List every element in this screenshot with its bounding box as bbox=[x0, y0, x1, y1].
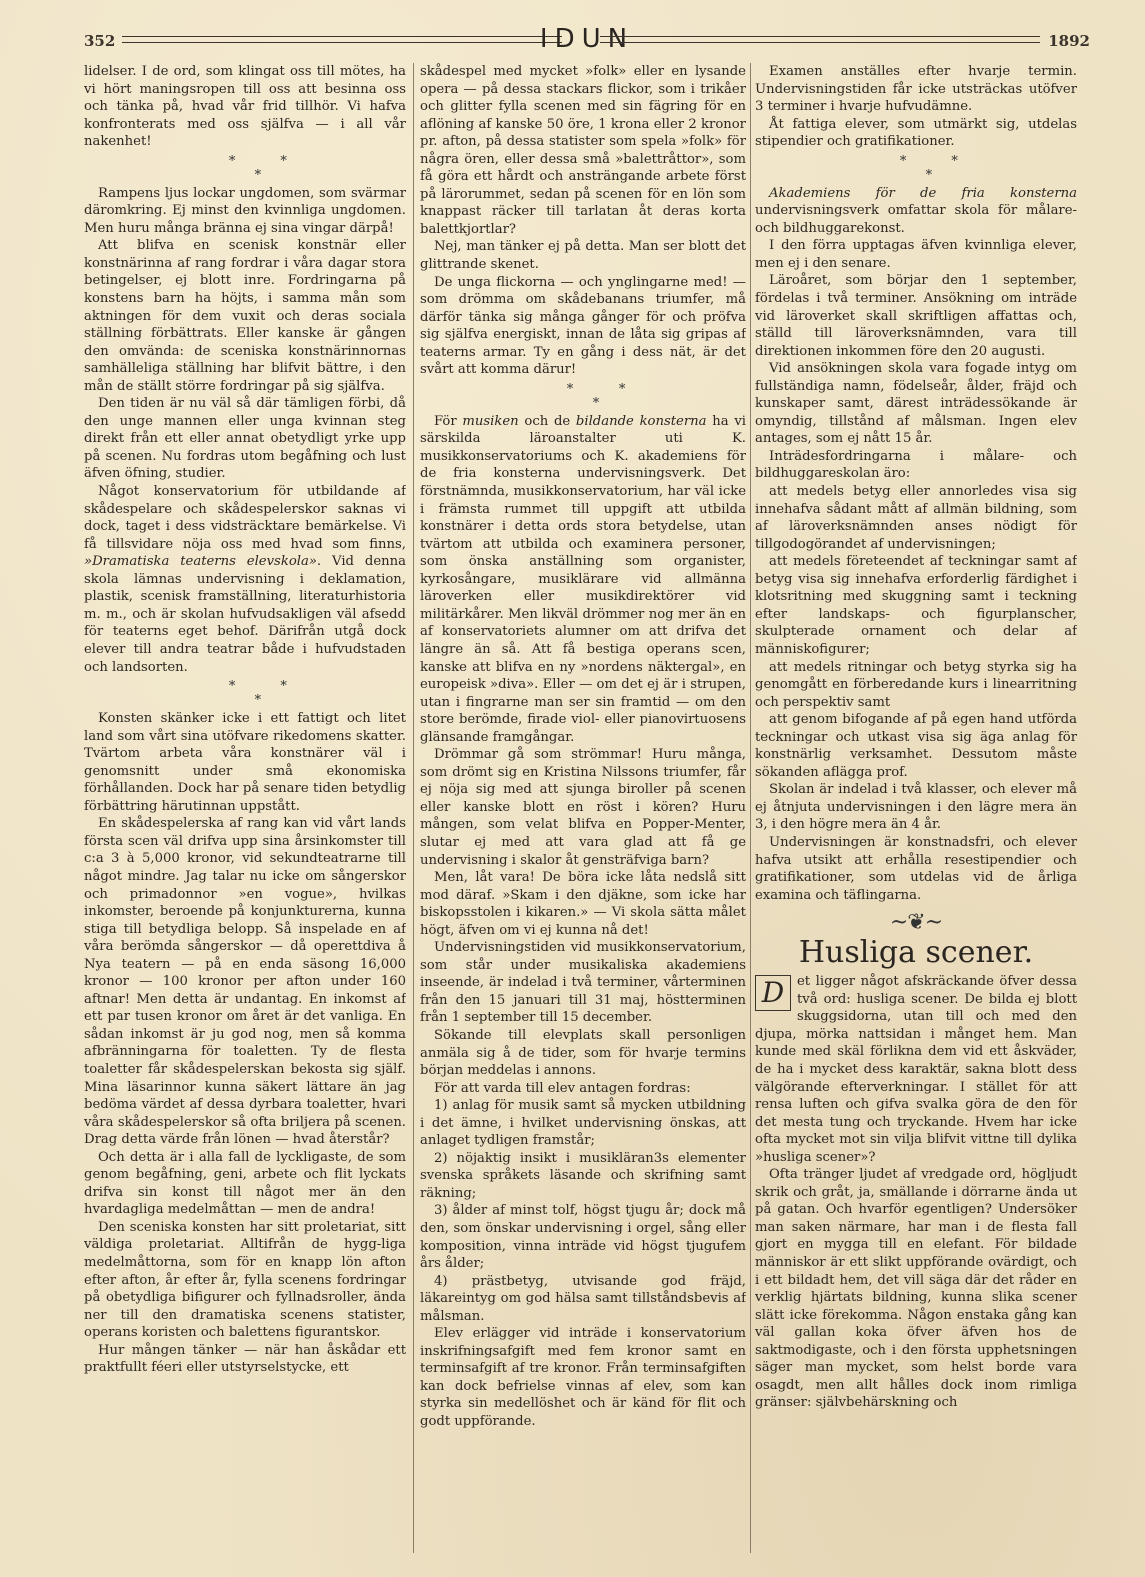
paragraph: Nej, man tänker ej på detta. Man ser blott det glittrande skenet. bbox=[420, 239, 746, 273]
list-item: 3) ålder af minst tolf, högst tjugu år; dock må den, som önskar undervisning i orgel, sång eller komposition, vinna inträde vid högst tjugufem års ålder; bbox=[420, 1203, 746, 1272]
column-1 bbox=[84, 63, 406, 1563]
paragraph: Drömmar gå som strömmar! Huru många, som drömt sig en Kristina Nilssons triumfer, får ej nöja sig med att sjunga biroller på scenen eller kanske blott en röst i kören? Huru mången, som velat blifva en Popper-Menter, slutar ej med att vara glad att få ge undervisning i skalor åt gensträfviga barn? bbox=[420, 747, 746, 868]
asterism: * * * bbox=[228, 679, 287, 709]
paragraph: Något konservatorium för utbildande af skådespelare och skådespelerskor saknas vi dock, taget i dess vidsträcktare bemärkelse. Vi få tillsvidare nöja oss med hvad som finns, »Dramatiska teaterns elevskola». Vid denna skola lämnas undervisning i deklamation, plastik, scenisk framställning, literaturhistoria m. m., och är skolan hufvudsakligen väl afsedd för teaterns eget behof. Därifrån utgå dock elever till andra teatrar både i hufvudstaden och landsorten. bbox=[84, 484, 406, 675]
paragraph: Undervisningen är konstnadsfri, och elever hafva utsikt att erhålla resestipendier och gratifikationer, som utdelas vid de årliga examina och täflingarna. bbox=[755, 834, 1077, 903]
paragraph: Inträdesfordringarna i målare- och bildhuggareskolan äro: bbox=[755, 448, 1077, 482]
column-divider-2 bbox=[750, 63, 751, 1553]
list-item: 1) anlag för musik samt så mycken utbildning i det ämne, i hvilket undervisning önskas, att anlaget tydligen framstår; bbox=[420, 1098, 746, 1149]
list-item: att medels ritningar och betyg styrka sig ha genomgått en förberedande kurs i linearritning och perspektiv samt bbox=[755, 659, 1077, 710]
paragraph: Sökande till elevplats skall personligen anmäla sig å de tider, som för hvarje termins början meddelas i annons. bbox=[420, 1027, 746, 1079]
paragraph: Ofta tränger ljudet af vredgade ord, högljudt skrik och gråt, ja, smällande i dörrarne ända ut på gatan. Och hvarför egentligen? Undersöker man saken närmare, har man i de flesta fall gjort en mygga till en elefant. För bildade människor är ett slikt uppförande ovärdigt, och i ett bildadt hem, det vill säga där det råder en verklig hjärtats bildning, kunna slika scener slätt icke förekomma. Någon enstaka gång kan väl gallan koka öfver äfven hos de saktmodigaste, och i den första upphetsningen säger man mycket, som helst borde vara osagdt, men allt hålles dock inom rimliga gränser: självbehärskning och bbox=[755, 1167, 1077, 1411]
page-number: 352 bbox=[84, 32, 116, 50]
page-header bbox=[84, 22, 1090, 58]
paragraph: Hur mången tänker — när han åskådar ett praktfullt féeri eller utstyrselstycke, ett bbox=[84, 1342, 406, 1376]
paragraph: Elev erlägger vid inträde i konservatorium inskrifningsafgift med fem kronor samt en terminsafgift af tre kronor. Från terminsafgiften kan dock befrielse vinnas af elev, som kan styrka sin medellöshet och är känd för flit och godt uppförande. bbox=[420, 1326, 746, 1430]
paragraph: Akademiens för de fria konsterna undervisningsverk omfattar skola för målare- och bildhuggarekonst. bbox=[755, 185, 1077, 236]
header-rule-right bbox=[600, 36, 1040, 43]
column-3 bbox=[755, 63, 1077, 1563]
paragraph: En skådespelerska af rang kan vid vårt lands första scen väl drifva upp sina årsinkomster till c:a 3 à 5,000 kronor, vid sekundteatrarne till något mindre. Jag talar nu icke om sångerskor och primadonnor »en vogue», hvilkas inkomster, beroende på konjunkturerna, kunna stiga till betydliga belopp. Så inspelade en af våra berömda sångerskor — då operettdiva å Nya teatern — på en enda säsong 16,000 kronor — 100 kronor per afton under 160 aftnar! Men detta är undantag. En inkomst af ett par tusen kronor om året är det vanliga. En sådan inkomst är ju god nog, men så komma afbränningarna för toaletten. Ty de flesta toaletter får skådespelerskan bekosta sig själf. Mina läsarinnor kunna säkert lättare än jag bedöma värdet af dessa dyrbara toaletter, hvari våra skådespelerskor så ofta briljera på scenen. Drag detta värde från lönen — hvad återstår? bbox=[84, 816, 406, 1148]
italic-title: »Dramatiska teaterns elevskola» bbox=[84, 554, 317, 570]
column-divider-1 bbox=[413, 63, 414, 1553]
asterism: * * * bbox=[228, 153, 287, 183]
paragraph: Undervisningstiden vid musikkonservatorium, som står under musikaliska akademiens inseende, är indelad i två terminer, vårterminen från den 15 januari till 31 maj, höstterminen från 1 september till 15 december. bbox=[420, 940, 746, 1026]
dropcap-initial: D bbox=[755, 975, 791, 1011]
paragraph: Att blifva en scenisk konstnär eller konstnärinna af rang fordrar i våra dagar stora betingelser, ej blott inre. Fordringarna på konstens barn ha höjts, i samma mån som aktningen för dem vuxit och deras sociala ställning förbättrats. Eller kanske är gången den omvända: de sceniska konstnärinnornas samhälleliga ställning har blifvit bättre, i den mån de ställt större fordringar på sig själfva. bbox=[84, 238, 406, 394]
paragraph: I den förra upptagas äfven kvinnliga elever, men ej i den senare. bbox=[755, 238, 1077, 271]
paragraph: De unga flickorna — och ynglingarne med! — som drömma om skådebanans triumfer, må därför tänka sig många gånger för och pröfva sig själfva energiskt, innan de låta sig gripas af teaterns armar. Ty en gång i dess nät, är det svårt att komma därur! bbox=[420, 274, 746, 378]
list-item: att genom bifogande af på egen hand utförda teckningar och utkast visa sig äga anlag för konstnärlig verksamhet. Dessutom måste sökanden afläggа prof. bbox=[755, 712, 1077, 780]
asterism: * * * bbox=[899, 153, 958, 183]
paragraph: För att varda till elev antagen fordras: bbox=[434, 1080, 691, 1096]
paragraph: lidelser. I de ord, som klingat oss till mötes, ha vi hört maningsropen till oss att besinna oss och tänka på, hvad vår frid tillhör. Vi hafva konfronterats med oss själfva — i all vår nakenhet! bbox=[84, 64, 406, 150]
list-item: att medels företeendet af teckningar samt af betyg visa sig innehafva erforderlig färdighet i klotsritning med skuggning samt i teckning efter landskaps- och figurplanscher, skulpterade ornament och delar af människofigurer; bbox=[755, 554, 1077, 657]
paragraph: Åt fattiga elever, som utmärkt sig, utdelas stipendier och gratifikationer. bbox=[755, 116, 1077, 150]
paragraph: Rampens ljus lockar ungdomen, som svärmar däromkring. Ej minst den kvinnliga ungdomen. Men huru många bränna ej sina vingar därpå! bbox=[84, 185, 406, 236]
paragraph: Vid ansökningen skola vara fogade intyg om fullständiga namn, födelseår, ålder, fräjd och kunskaper samt, därest inträdessökande är omyndig, tillstånd af målsman. Ingen elev antages, som ej nått 15 år. bbox=[755, 361, 1077, 447]
paragraph: Examen anställes efter hvarje termin. Undervisningstiden får icke utsträckas utöfver 3 terminer i hvarje hufvudämne. bbox=[755, 64, 1077, 115]
paragraph: Och detta är i alla fall de lyckligaste, de som genom begåfning, geni, arbete och flit lyckats drifva sin konst till något mer än den hvardagliga medelmåttan — men de andra! bbox=[84, 1149, 406, 1218]
asterism: * * * bbox=[566, 381, 626, 411]
paragraph: För musiken och de bildande konsterna ha vi särskilda läroanstalter uti K. musikkonservatoriums och K. akademiens för de fria konsterna undervisningsverk. Det förstnämnda, musikkonservatorium, har väl icke i främsta rummet till uppgift att utbilda konstnärer i detta ords stora betydelse, utan tvärtom att utbilda och examinera personer, som önska anställning som organister, kyrkosångare, musiklärare vid allmänna läroverken eller musikdirektörer vid militärkårer. Men likväl drömmer nog mer än en af konservatoriets alumner om att drifva det längre än så. Att få bestiga operans scen, kanske att blifva en ny »nordens näktergal», en europeisk »diva». Eller — om det ej är i strupen, utan i fingrarne man ser sin framtid — om den store berömde, firade viol- eller pianovirtuosens glänsande framgångar. bbox=[420, 413, 746, 745]
paragraph: skådespel med mycket »folk» eller en lysande opera — på dessa stackars flickor, som i trikåer och glitter fylla scenen med sin fägring för en aflöning af kanske 50 öre, 1 krona eller 2 kronor pr. afton, på dessa statister som spela »folk» för några ören, eller dessa små »balettråttor», som få göra ett hårdt och ansträngande arbete först på lärorummet, sedan på scenen för en lön som knappast räcker till tarlatan åt deras korta balettkjortlar? bbox=[420, 64, 746, 237]
list-item: 2) nöjaktig insikt i musikläran3s elementer svenska språkets läsande och skrifning samt räkning; bbox=[420, 1150, 746, 1201]
paragraph: Den sceniska konsten har sitt proletariat, sitt väldiga proletariat. Alltifrån de hygg-liga medelmåttorna, som för en knapp lön afton efter afton, år efter år, fylla scenens fordringar på obetydliga bifigurer och fyllnadsroller, ända ner till den dramatiska scenens statister, operans koristen och balettens figurantskor. bbox=[84, 1219, 406, 1341]
masthead-title: IDUN bbox=[539, 24, 635, 54]
paragraph: Konsten skänker icke i ett fattigt och litet land som vårt sina utöfvare rikedomens skatter. Tvärtom arbeta våra konstnärer väl i genomsnitt under små ekonomiska förhållanden. Dock har på senare tiden betydlig förbättring härutinnan uppstått. bbox=[84, 711, 406, 814]
list-item: 4) prästbetyg, utvisande god fräjd, läkareintyg om god hälsa samt tillståndsbevis af målsman. bbox=[420, 1273, 746, 1324]
paragraph: Skolan är indelad i två klasser, och elever må ej åtnjuta undervisningen i den lägre mera än 3, i den högre mera än 4 år. bbox=[755, 782, 1077, 833]
section-title: Husliga scener. bbox=[798, 934, 1034, 970]
divider-ornament: ~❦~ bbox=[889, 910, 943, 936]
list-item: att medels betyg eller annorledes visa sig innehafva sådant mått af allmän bildning, som af läroverksnämnden anses nödigt för tillgodogörandet af undervisningen; bbox=[755, 484, 1077, 552]
header-year: 1892 bbox=[1048, 32, 1090, 50]
column-2 bbox=[420, 63, 746, 1563]
paragraph: Men, låt vara! De böra icke låta nedslå sitt mod däraf. »Skam i den djäkne, som icke har biskopsstolen i kikaren.» — Vi skola sätta målet högt, äfven om vi ej kunna nå det! bbox=[420, 870, 746, 938]
paragraph: D et ligger något afskräckande öfver dessa två ord: husliga scener. De bilda ej blott skuggsidorna, utan till och med den djupa, mörka nattsidan i månget hem. Man kunde med skäl förlikna dem vid ett åskväder, de ha i mycket dess karaktär, sakna blott dess välgörande efterverkningar. I stället för att rensa luften och gifva svalka göra de den för det mesta tung och tryckande. Hvem har icke ofta mycket mot sin vilja blifvit vittne till dylika »husliga scener»? bbox=[755, 974, 1077, 1165]
paragraph: Den tiden är nu väl så där tämligen förbi, då den unge mannen eller unga kvinnan steg direkt från ett eller annat obetydligt yrke upp på scenen. Nu fordras utom begåfning och lust äfven öfning, studier. bbox=[84, 396, 406, 482]
paragraph: Läroåret, som börjar den 1 september, fördelas i två terminer. Ansökning om inträde vid läroverket skall skriftligen affattas och, ställd till läroverksnämnden, vara till direktionen inkommen före den 20 augusti. bbox=[755, 273, 1077, 359]
